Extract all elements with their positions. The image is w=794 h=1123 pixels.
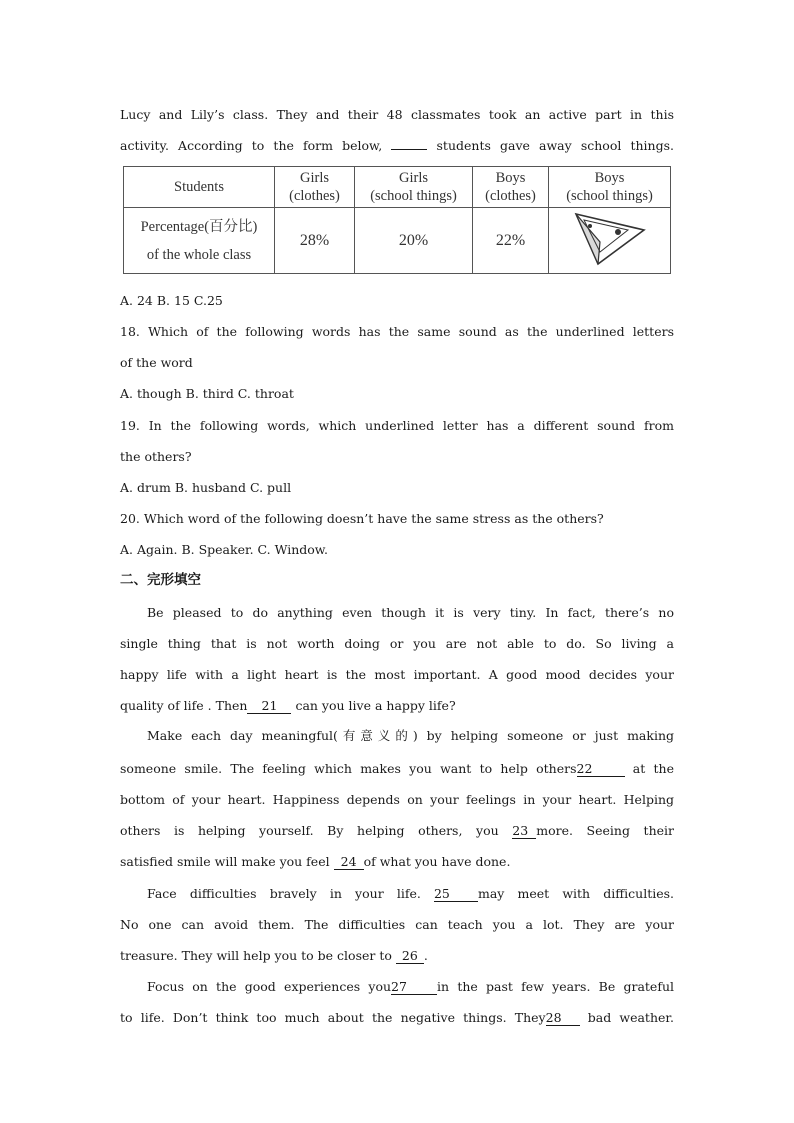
table-cell-girls-school: 20%: [355, 208, 473, 274]
q20-line-1: 20. Which word of the following doesn’t have the same stress as the others?: [120, 511, 604, 526]
p2-line-2: [120, 760, 674, 778]
q18-options: A. though B. third C. throat: [120, 386, 294, 401]
text-fragment: quality of life . Then: [120, 698, 248, 713]
p2-line-4: [120, 822, 674, 840]
text-fragment: treasure. They will help you to be closer to: [120, 948, 392, 963]
section-title: 二、完形填空: [120, 572, 201, 588]
table-header-text: Students: [174, 179, 224, 195]
blank-21: 21: [247, 699, 291, 714]
text-fragment: satisfied smile will make you feel: [120, 854, 330, 869]
table-header-students: [124, 167, 275, 208]
table-header-girls-school: [355, 167, 473, 208]
p3-line-3: [120, 947, 674, 965]
table-header-text: (clothes): [289, 188, 340, 204]
table-header-text: Girls: [300, 170, 329, 186]
text-fragment: to life. Don’t think too much about the negative things. They: [120, 1010, 546, 1025]
p1-line-4: [120, 697, 674, 715]
table-header-girls-clothes: [275, 167, 355, 208]
table-header-text: (school things): [566, 188, 653, 204]
blank-23: 23: [512, 824, 536, 839]
q17-options: A. 24 B. 15 C.25: [120, 293, 223, 308]
intro-line-2: [120, 137, 674, 155]
q18-line-1: 18. Which of the following words has the same sound as the underlined letters: [120, 324, 674, 339]
q20-options: A. Again. B. Speaker. C. Window.: [120, 542, 328, 557]
text-fragment: may meet with difficulties.: [477, 886, 674, 901]
table-cell-girls-clothes: 28%: [275, 208, 355, 274]
intro-line-1: Lucy and Lily’s class. They and their 48 classmates took an active part in this: [120, 107, 674, 122]
table-header-text: (school things): [370, 188, 457, 204]
p4-line-1: [120, 978, 674, 996]
table-header-text: Boys: [594, 170, 625, 186]
blank-24: 24: [334, 855, 364, 870]
answer-blank: [391, 149, 427, 150]
intro-line-2-start: activity. According to the form below,: [120, 138, 383, 153]
table-cell-boys-school: [549, 208, 671, 274]
text-fragment: Face difficulties bravely in your life.: [147, 886, 421, 901]
table-header-row: [124, 167, 671, 208]
table-row-label-text: Percentage(百分比): [140, 218, 258, 235]
q19-options: A. drum B. husband C. pull: [120, 480, 292, 495]
table-header-boys-school: [549, 167, 671, 208]
p4-line-2: [120, 1009, 674, 1027]
text-fragment: more. Seeing their: [536, 823, 674, 838]
blank-27: 27: [391, 980, 437, 995]
text-fragment: .: [423, 948, 428, 963]
table-header-boys-clothes: [473, 167, 549, 208]
p3-line-2: No one can avoid them. The difficulties can teach you a lot. They are your: [120, 917, 674, 932]
p1-line-3: happy life with a light heart is the most important. A good mood decides your: [120, 667, 674, 682]
text-fragment: someone smile. The feeling which makes you want to help others: [120, 761, 577, 776]
table-header-text: (clothes): [485, 188, 536, 204]
q19-line-2: the others?: [120, 449, 192, 464]
p1-line-2: single thing that is not worth doing or you are not able to do. So living a: [120, 636, 674, 651]
blank-28: 28: [546, 1011, 580, 1026]
p2-line-5: [120, 853, 674, 871]
table-row-label-text: of the whole class: [146, 246, 252, 263]
hidden-value-shape-icon: [570, 208, 650, 268]
text-fragment: in the past few years. Be grateful: [437, 979, 675, 994]
p2-line-1: Make each day meaningful(有意义的) by helping someone or just making: [147, 728, 674, 743]
blank-26: 26: [396, 949, 424, 964]
q19-line-1: 19. In the following words, which underlined letter has a different sound from: [120, 418, 674, 433]
p1-line-1: Be pleased to do anything even though it is very tiny. In fact, there’s no: [147, 605, 674, 620]
table-row: [124, 208, 671, 274]
blank-25: 25: [434, 887, 478, 902]
percentage-table: [123, 166, 671, 274]
table-cell-boys-clothes: 22%: [473, 208, 549, 274]
p3-line-1: [120, 885, 674, 903]
p2-line-3: bottom of your heart. Happiness depends on your feelings in your heart. Helping: [120, 792, 674, 807]
intro-line-2-end: students gave away school things.: [436, 138, 674, 153]
text-fragment: of what you have done.: [363, 854, 511, 869]
text-fragment: can you live a happy life?: [295, 698, 456, 713]
q18-line-2: of the word: [120, 355, 193, 370]
table-header-text: Boys: [495, 170, 526, 186]
text-fragment: at the: [632, 761, 674, 776]
text-fragment: Focus on the good experiences you: [147, 979, 392, 994]
text-fragment: others is helping yourself. By helping others, you: [120, 823, 499, 838]
blank-22: 22: [577, 762, 625, 777]
text-fragment: bad weather.: [587, 1010, 674, 1025]
table-header-text: Girls: [399, 170, 428, 186]
table-row-label: [124, 208, 275, 274]
